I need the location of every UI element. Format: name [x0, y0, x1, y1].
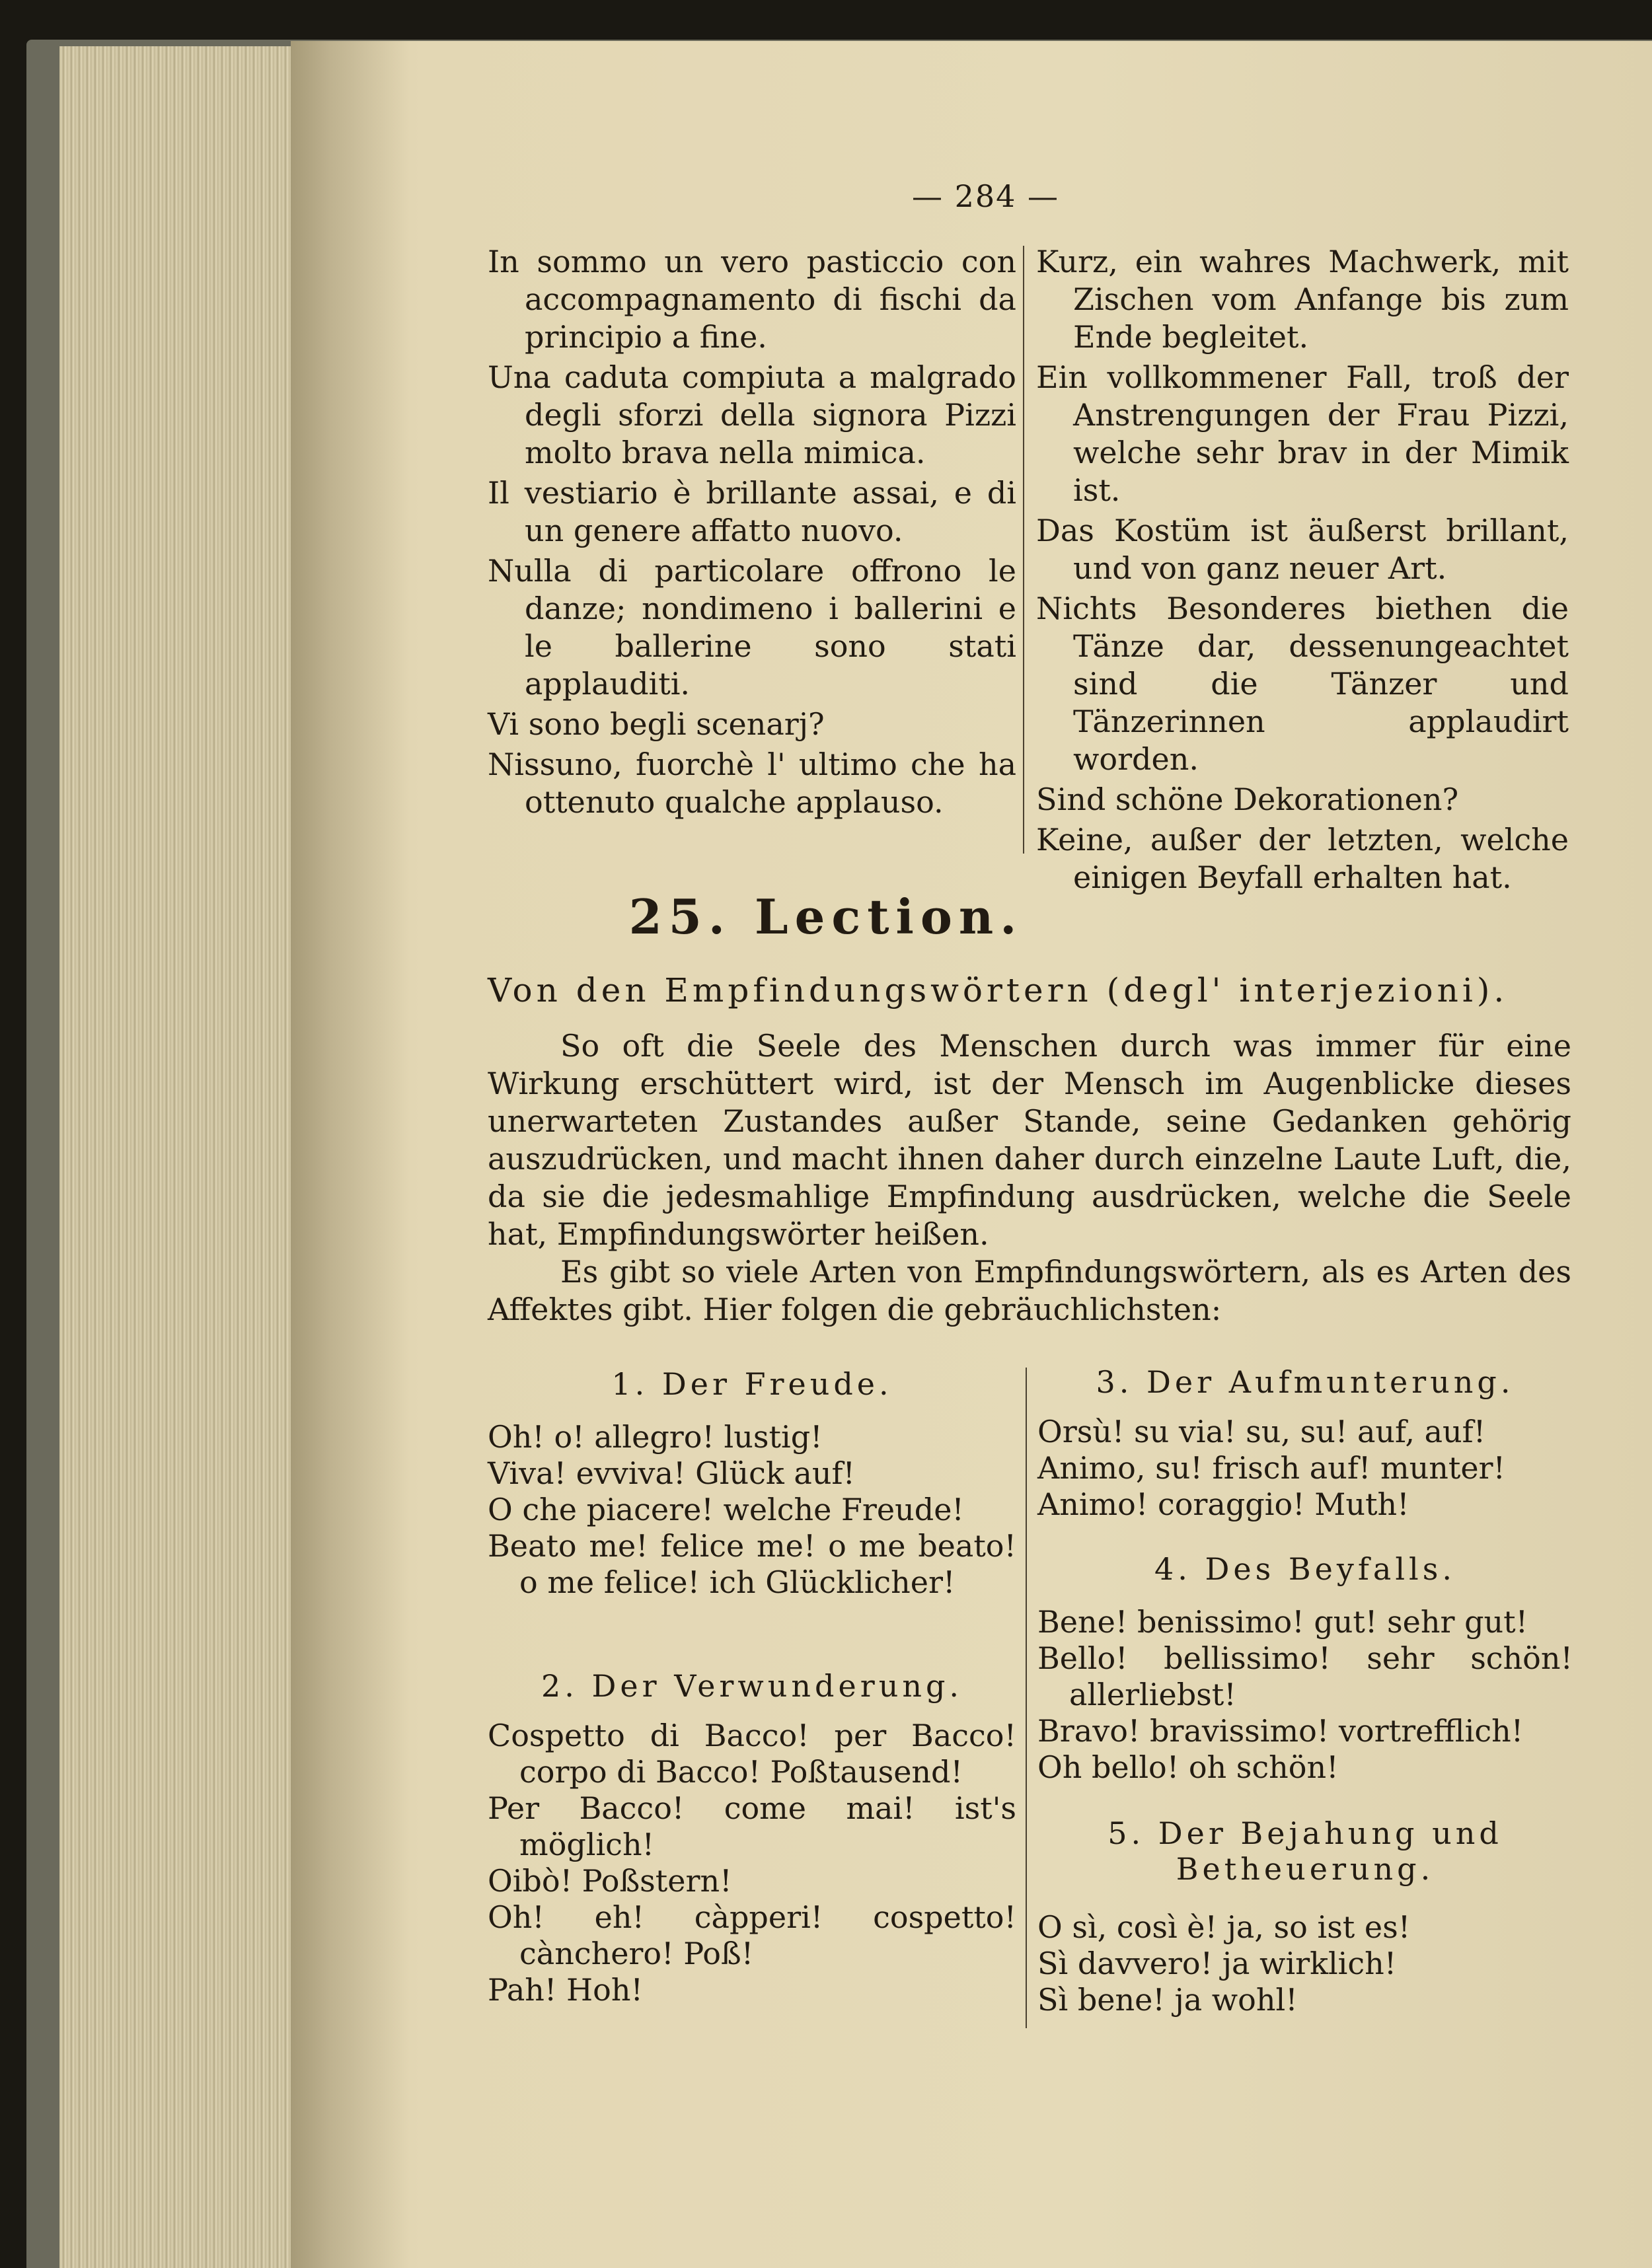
- section-freude: [488, 1419, 1016, 1601]
- section-heading: 3. Der Aufmunterung.: [1096, 1364, 1515, 1400]
- list-item: Bene! benissimo! gut! sehr gut!: [1037, 1604, 1528, 1640]
- list-item: Sì davvero! ja wirklich!: [1037, 1946, 1397, 1981]
- section-verwunderung: [488, 1718, 1016, 2008]
- column-divider: [1023, 246, 1024, 854]
- list-item: Pah! Hoh!: [488, 1972, 643, 2008]
- page-edges: [59, 46, 299, 2268]
- list-item: Cospetto di Bacco! per Bacco! corpo di Bacco! Poßtausend!: [488, 1718, 1016, 1790]
- section-aufmunterung: [1037, 1414, 1573, 1523]
- list-item: Viva! evviva! Glück auf!: [488, 1455, 855, 1491]
- list-item: Orsù! su via! su, su! auf, auf!: [1037, 1414, 1486, 1449]
- section-bejahung: [1037, 1909, 1573, 2018]
- italian-column: [488, 243, 1016, 824]
- list-item: O che piacere! welche Freude!: [488, 1492, 964, 1527]
- list-item: Oh! o! allegro! lustig!: [488, 1419, 823, 1455]
- german-column: [1036, 243, 1569, 899]
- list-item: Bravo! bravissimo! vortrefflich!: [1037, 1713, 1524, 1749]
- italian-sentence: Il vestiario è brillante assai, e di un genere affatto nuovo.: [488, 475, 1016, 548]
- list-item: Oh! eh! càpperi! cospetto! cànchero! Poß!: [488, 1899, 1016, 1971]
- intro-paragraph: Es gibt so viele Arten von Empfindungswörtern, als es Arten des Affektes gibt. Hier folgen die gebräuchlichsten:: [488, 1254, 1571, 1327]
- list-item: Animo! coraggio! Muth!: [1037, 1486, 1409, 1522]
- section-beyfall: [1037, 1604, 1573, 1786]
- german-sentence: Sind schöne Dekorationen?: [1036, 782, 1459, 817]
- list-item: Bello! bellissimo! sehr schön! allerliebst!: [1037, 1640, 1573, 1712]
- italian-sentence: Vi sono begli scenarj?: [488, 706, 825, 742]
- section-heading: 1. Der Freude.: [611, 1366, 893, 1402]
- intro-text: [488, 1027, 1571, 1329]
- column-divider: [1026, 1368, 1027, 2028]
- german-sentence: Kurz, ein wahres Machwerk, mit Zischen vom Anfange bis zum Ende begleitet.: [1036, 244, 1569, 355]
- list-item: Beato me! felice me! o me beato! o me felice! ich Glücklicher!: [488, 1528, 1016, 1600]
- lesson-subtitle: Von den Empfindungswörtern (degl' interjezioni).: [488, 971, 1509, 1009]
- italian-sentence: In sommo un vero pasticcio con accompagnamento di fischi da principio a fine.: [488, 244, 1016, 355]
- italian-sentence: Una caduta compiuta a malgrado degli sforzi della signora Pizzi molto brava nella mimica.: [488, 359, 1016, 470]
- list-item: O sì, così è! ja, so ist es!: [1037, 1909, 1411, 1945]
- section-heading: 2. Der Verwunderung.: [541, 1668, 963, 1704]
- list-item: Sì bene! ja wohl!: [1037, 1982, 1298, 2018]
- intro-paragraph: So oft die Seele des Menschen durch was immer für eine Wirkung erschüttert wird, ist der Mensch im Augenblicke dieses unerwarteten Zustandes außer Stande, seine Gedanken gehörig auszudrücken, und macht ihnen daher durch einzelne Laute Luft, die, da sie die jedesmahlige Empfindung ausdrücken, welche die Seele hat, Empfindungswörter heißen.: [488, 1028, 1571, 1252]
- lesson-title: 25. Lection.: [628, 889, 1024, 945]
- german-sentence: Ein vollkommener Fall, troß der Anstrengungen der Frau Pizzi, welche sehr brav in der Mimik ist.: [1036, 359, 1569, 508]
- list-item: Oh bello! oh schön!: [1037, 1749, 1339, 1785]
- section-heading: 4. Des Beyfalls.: [1154, 1551, 1456, 1587]
- list-item: Animo, su! frisch auf! munter!: [1037, 1450, 1506, 1486]
- gutter-shadow: [291, 41, 410, 2268]
- german-sentence: Das Kostüm ist äußerst brillant, und von ganz neuer Art.: [1036, 513, 1569, 586]
- list-item: Oibò! Poßstern!: [488, 1863, 732, 1899]
- section-heading: 5. Der Bejahung und Betheuerung.: [1108, 1815, 1503, 1887]
- list-item: Per Bacco! come mai! ist's möglich!: [488, 1790, 1016, 1862]
- italian-sentence: Nissuno, fuorchè l' ultimo che ha ottenuto qualche applauso.: [488, 747, 1016, 820]
- german-sentence: Keine, außer der letzten, welche einigen Beyfall erhalten hat.: [1036, 822, 1569, 895]
- italian-sentence: Nulla di particolare offrono le danze; nondimeno i ballerini e le ballerine sono stati applauditi.: [488, 553, 1016, 702]
- german-sentence: Nichts Besonderes biethen die Tänze dar, dessenungeachtet sind die Tänzer und Tänzerinnen applaudirt worden.: [1036, 591, 1569, 777]
- page-number: — 284 —: [912, 178, 1060, 214]
